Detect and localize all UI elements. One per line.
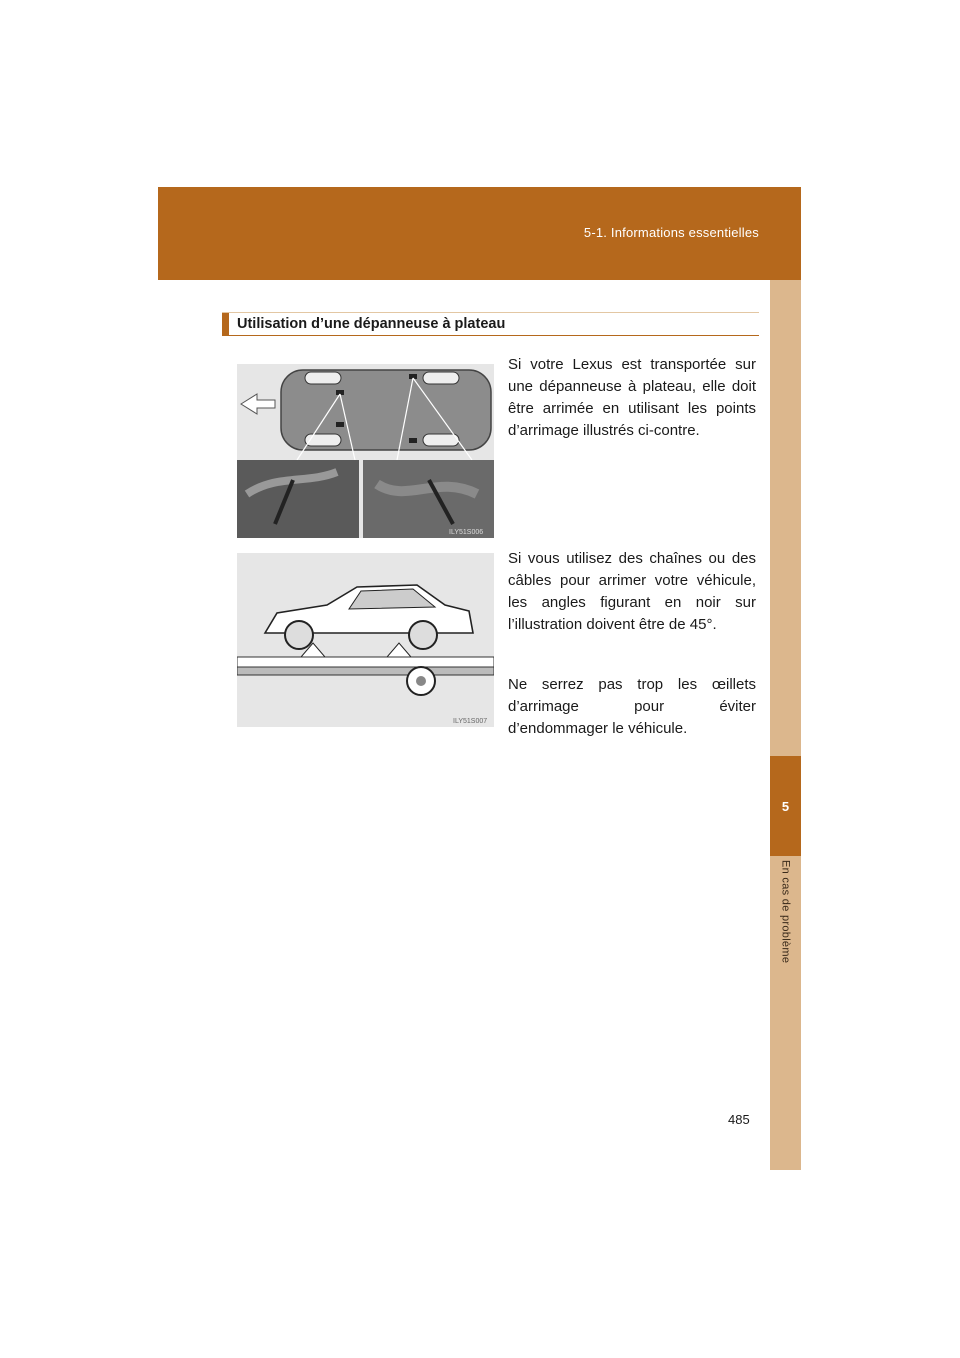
figure-code: ILY51S006: [449, 529, 484, 536]
header-band: [158, 187, 801, 280]
chapter-label: [770, 860, 801, 980]
section-heading: [222, 312, 759, 336]
paragraph-chains: Si vous utilisez des chaînes ou des câbles pour arrimer votre véhicule, les angles figurant en noir sur l’illustration doivent être de 45°.: [508, 550, 756, 633]
paragraph-transport: Si votre Lexus est transportée sur une dépanneuse à plateau, elle doit être arrimée en utilisant les points d’arrimage illustrés ci-contre.: [508, 356, 756, 439]
section-title: 5-1. Informations essentielles: [583, 225, 759, 240]
section-heading-text: Utilisation d’une dépanneuse à plateau: [237, 316, 506, 332]
heading-marker: [222, 313, 229, 335]
page-number: 485: [728, 1112, 750, 1127]
chapter-tab[interactable]: 5: [770, 756, 801, 856]
chapter-label-text: En cas de problème: [779, 860, 792, 964]
flatbed-figure: [237, 553, 494, 727]
tie-down-points-figure: [237, 364, 494, 538]
side-strip: [770, 280, 801, 1170]
figure-code: ILY51S007: [453, 718, 488, 725]
paragraph-eyelets: Ne serrez pas trop les œillets d’arrimage pour éviter d’endommager le véhicule.: [508, 676, 756, 737]
